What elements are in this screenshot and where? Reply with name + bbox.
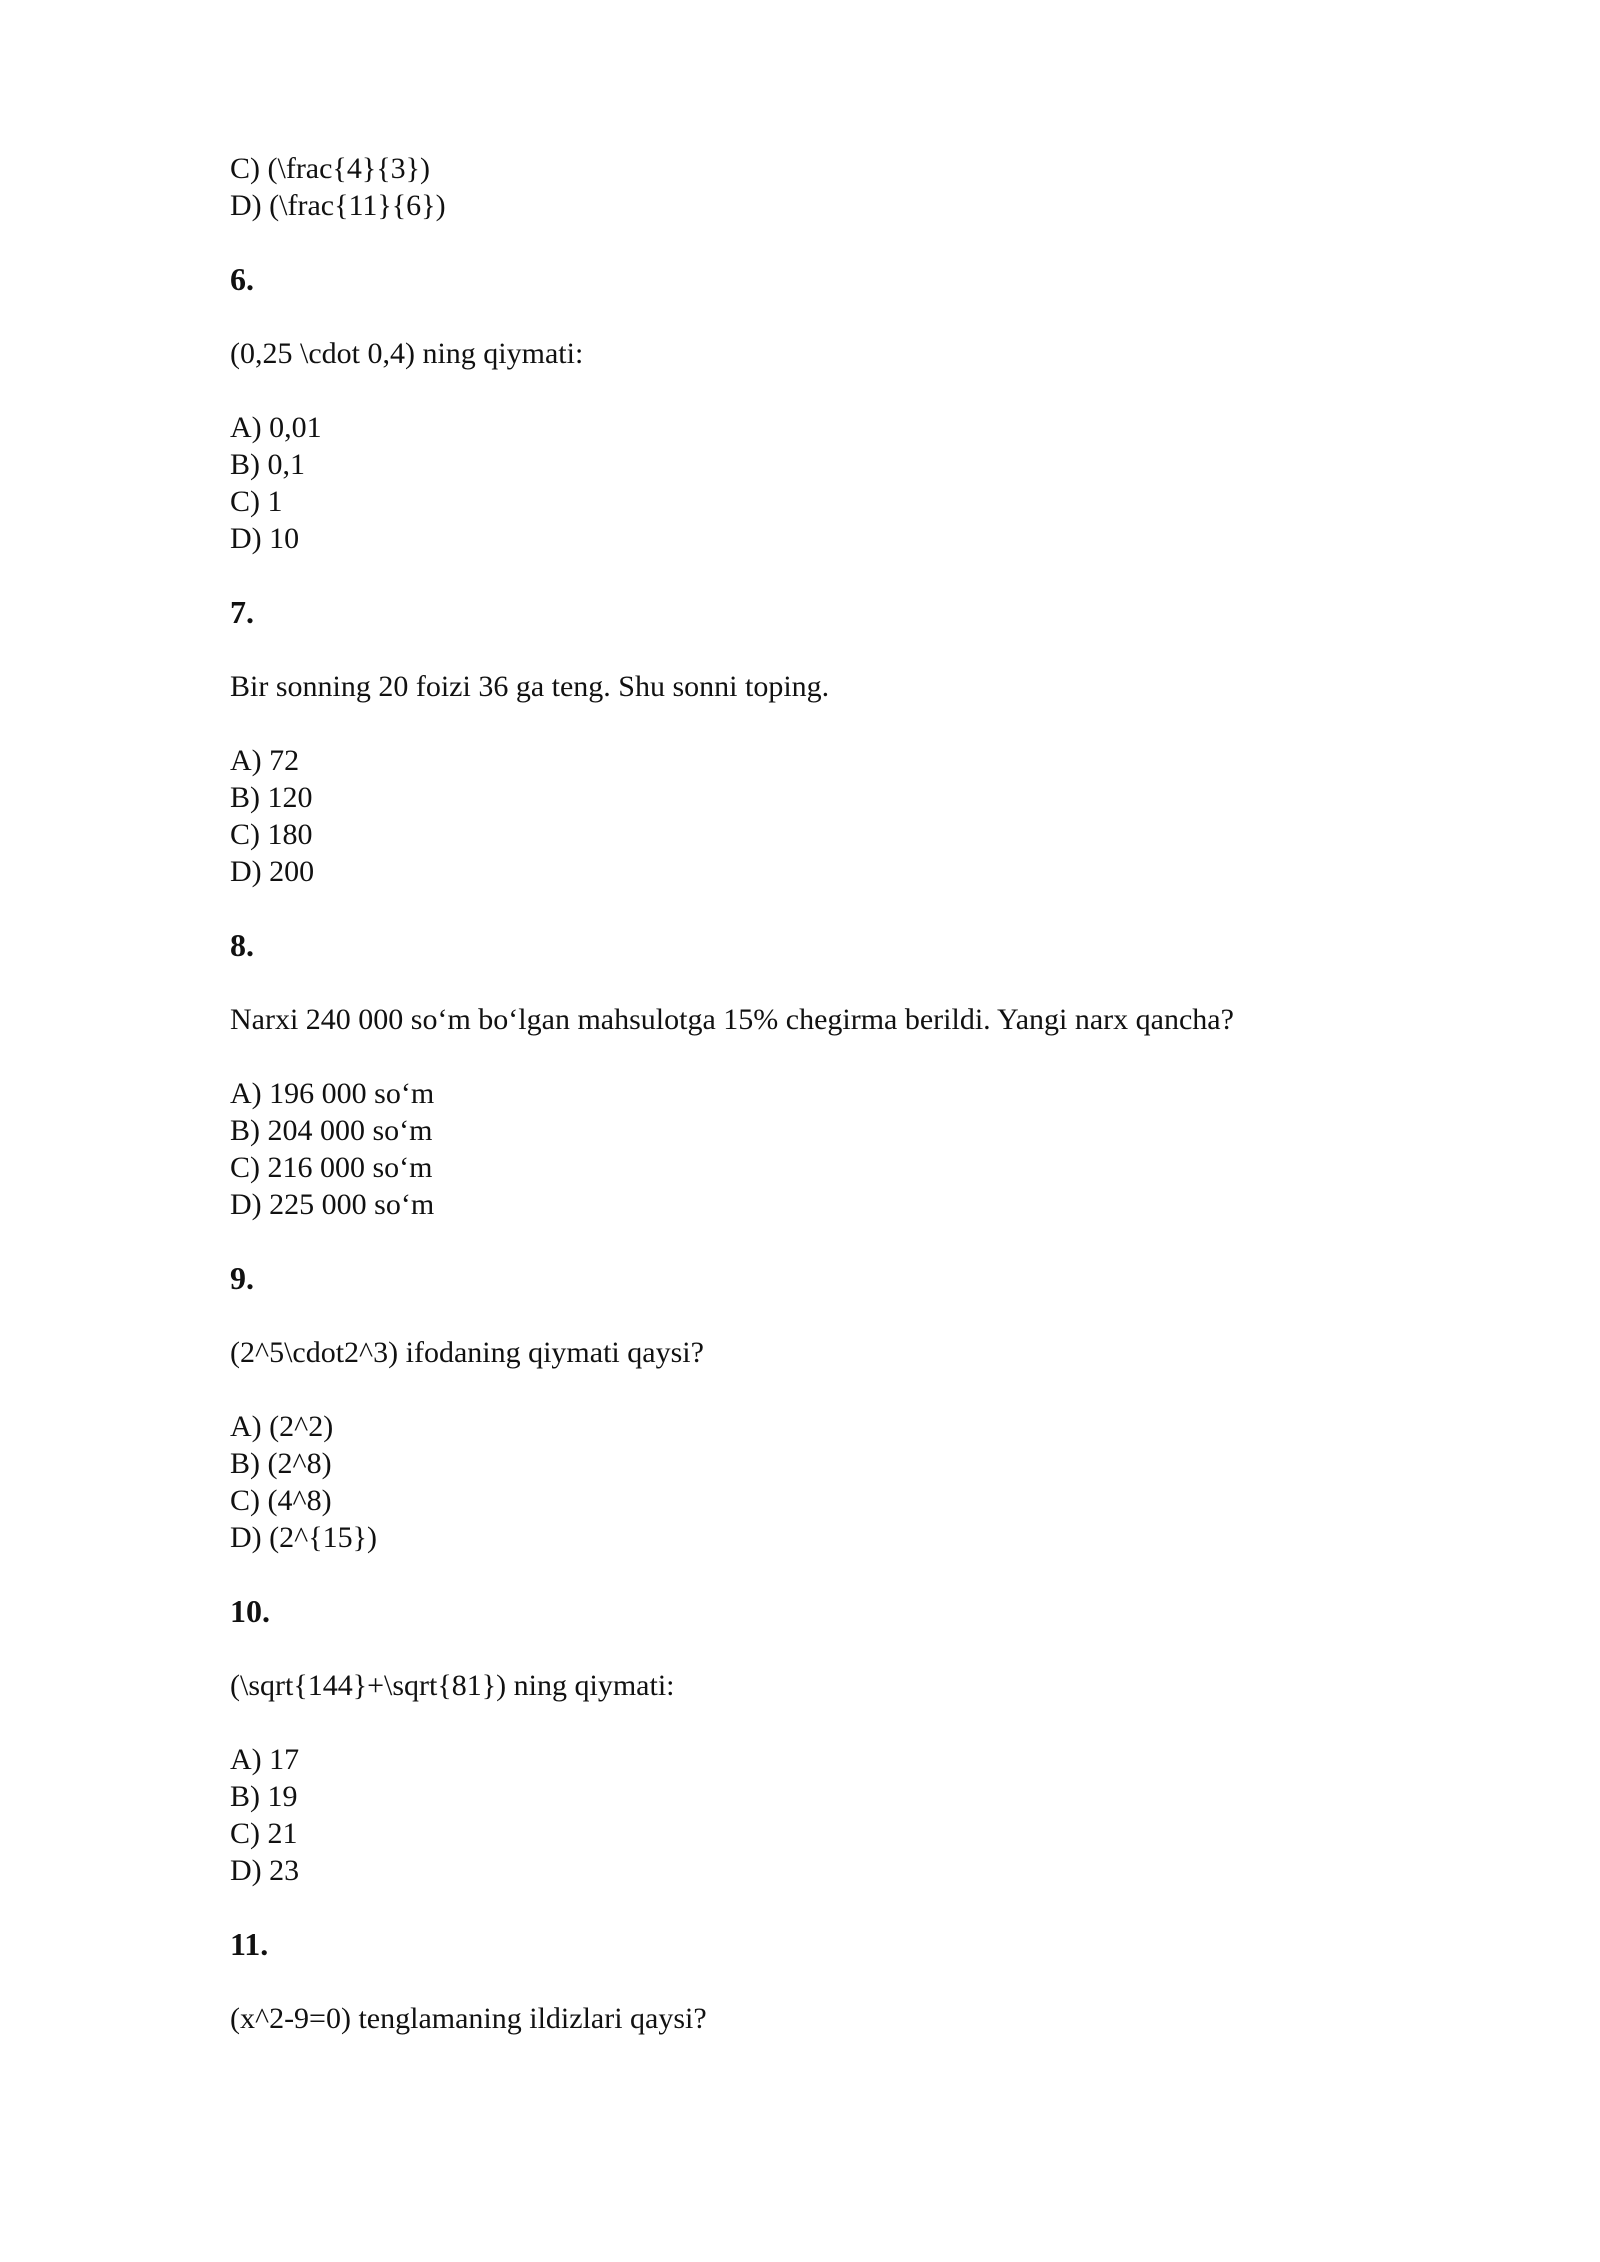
option-c: C) 21 — [230, 1817, 298, 1850]
spacer — [230, 705, 1430, 742]
spacer — [230, 557, 1430, 594]
option-c: C) (\frac{4}{3}) — [230, 152, 431, 185]
option-a: A) (2^2) — [230, 1410, 334, 1443]
spacer — [230, 1963, 1430, 2000]
option-c: C) 216 000 so‘m — [230, 1151, 433, 1184]
spacer — [230, 1889, 1430, 1926]
spacer — [230, 298, 1430, 335]
question-text: (0,25 \cdot 0,4) ning qiymati: — [230, 337, 584, 370]
question-number: 10. — [230, 1593, 270, 1629]
option-b: B) 120 — [230, 781, 313, 814]
spacer — [230, 1556, 1430, 1593]
option-d: D) 225 000 so‘m — [230, 1188, 435, 1221]
option-d: D) (\frac{11}{6}) — [230, 189, 446, 222]
option-d: D) 10 — [230, 522, 300, 555]
question-text: Narxi 240 000 so‘m bo‘lgan mahsulotga 15% chegirma berildi. Yangi narx qancha? — [230, 1003, 1234, 1036]
spacer — [230, 372, 1430, 409]
question-text: (x^2-9=0) tenglamaning ildizlari qaysi? — [230, 2002, 707, 2035]
spacer — [230, 1704, 1430, 1741]
leading-options — [230, 150, 1430, 224]
option-d: D) 23 — [230, 1854, 300, 1887]
option-d: D) 200 — [230, 855, 315, 888]
spacer — [230, 631, 1430, 668]
option-a: A) 196 000 so‘m — [230, 1077, 435, 1110]
question-number: 6. — [230, 261, 254, 297]
spacer — [230, 224, 1430, 261]
option-b: B) 19 — [230, 1780, 298, 1813]
question-text: (\sqrt{144}+\sqrt{81}) ning qiymati: — [230, 1669, 675, 1702]
spacer — [230, 1371, 1430, 1408]
option-b: B) (2^8) — [230, 1447, 332, 1480]
option-a: A) 0,01 — [230, 411, 322, 444]
option-c: C) 1 — [230, 485, 283, 518]
question-number: 11. — [230, 1926, 269, 1962]
question-number: 7. — [230, 594, 254, 630]
option-d: D) (2^{15}) — [230, 1521, 378, 1554]
option-c: C) (4^8) — [230, 1484, 332, 1517]
option-a: A) 72 — [230, 744, 300, 777]
spacer — [230, 1038, 1430, 1075]
spacer — [230, 1630, 1430, 1667]
option-c: C) 180 — [230, 818, 313, 851]
question-number: 8. — [230, 927, 254, 963]
document-page — [230, 150, 1430, 2037]
option-b: B) 0,1 — [230, 448, 305, 481]
spacer — [230, 1223, 1430, 1260]
spacer — [230, 1297, 1430, 1334]
spacer — [230, 890, 1430, 927]
spacer — [230, 964, 1430, 1001]
question-text: Bir sonning 20 foizi 36 ga teng. Shu sonni toping. — [230, 670, 830, 703]
option-a: A) 17 — [230, 1743, 300, 1776]
question-text: (2^5\cdot2^3) ifodaning qiymati qaysi? — [230, 1336, 704, 1369]
option-b: B) 204 000 so‘m — [230, 1114, 433, 1147]
question-number: 9. — [230, 1260, 254, 1296]
